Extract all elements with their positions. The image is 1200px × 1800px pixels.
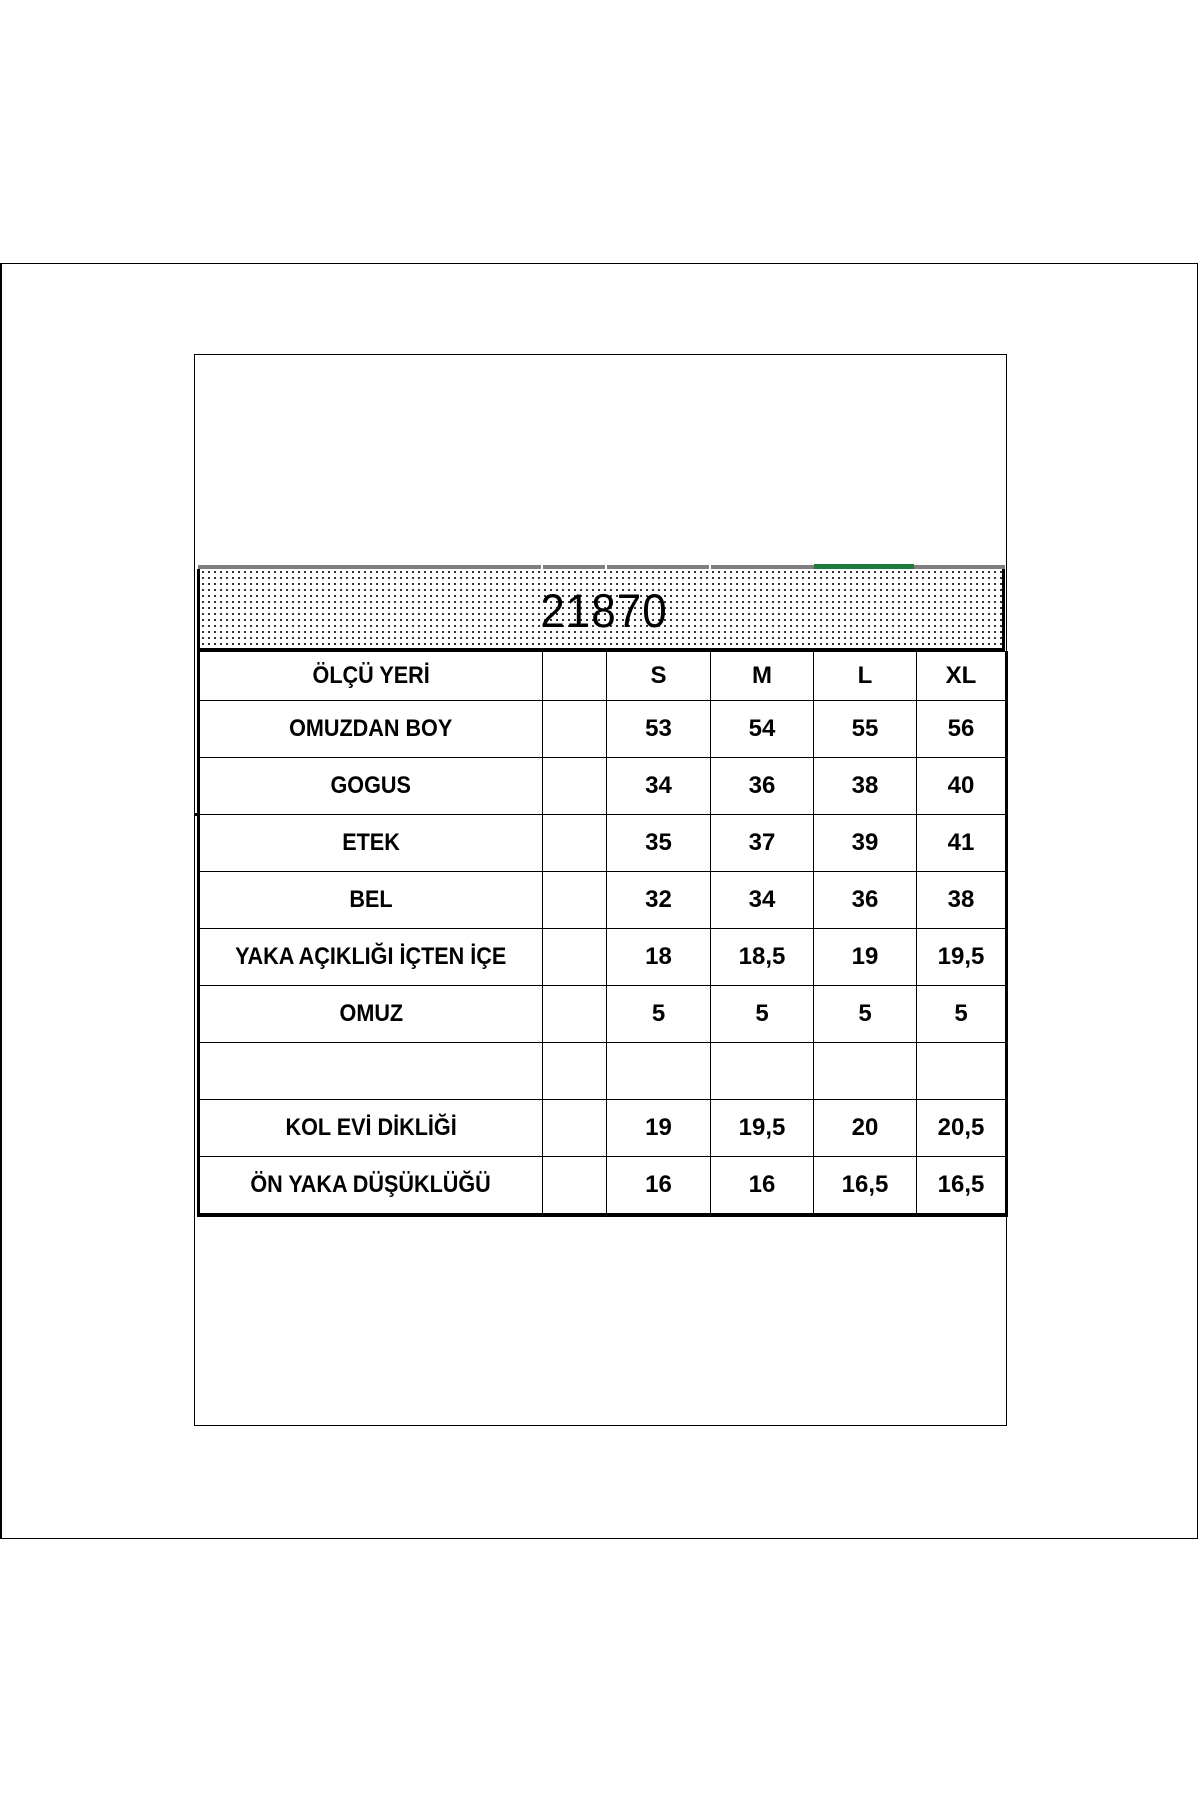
header-size-m: M (711, 652, 814, 701)
table-row (199, 929, 1007, 986)
value-cell: 5 (711, 986, 814, 1043)
blank-cell (543, 872, 607, 929)
table-row (199, 1100, 1007, 1157)
value-cell: 41 (917, 815, 1007, 872)
value-cell: 5 (917, 986, 1007, 1043)
value-cell: 20,5 (917, 1100, 1007, 1157)
table-header-row (199, 652, 1007, 701)
value-cell: 54 (711, 701, 814, 758)
value-cell: 5 (814, 986, 917, 1043)
value-cell: 16 (607, 1157, 711, 1216)
value-cell: 40 (917, 758, 1007, 815)
value-cell: 20 (814, 1100, 917, 1157)
header-size-xl: XL (917, 652, 1007, 701)
value-cell: 55 (814, 701, 917, 758)
row-label: GOGUS (199, 758, 543, 815)
row-label: KOL EVİ DİKLİĞİ (199, 1100, 543, 1157)
value-cell (711, 1043, 814, 1100)
value-cell: 19 (814, 929, 917, 986)
table-row (199, 1043, 1007, 1100)
value-cell (814, 1043, 917, 1100)
model-code-header (197, 569, 1005, 651)
value-cell: 38 (814, 758, 917, 815)
header-size-s: S (607, 652, 711, 701)
row-label: ÖN YAKA DÜŞÜKLÜĞÜ (199, 1157, 543, 1216)
value-cell: 34 (607, 758, 711, 815)
value-cell: 16 (711, 1157, 814, 1216)
value-cell: 53 (607, 701, 711, 758)
row-label (199, 1043, 543, 1100)
row-label: YAKA AÇIKLIĞI İÇTEN İÇE (199, 929, 543, 986)
value-cell: 38 (917, 872, 1007, 929)
row-label: ETEK (199, 815, 543, 872)
value-cell: 35 (607, 815, 711, 872)
value-cell: 16,5 (814, 1157, 917, 1216)
value-cell: 16,5 (917, 1157, 1007, 1216)
header-size-l: L (814, 652, 917, 701)
header-measurement-point: ÖLÇÜ YERİ (199, 652, 543, 701)
row-label: OMUZ (199, 986, 543, 1043)
table-row (199, 872, 1007, 929)
value-cell: 18,5 (711, 929, 814, 986)
blank-cell (543, 1043, 607, 1100)
value-cell: 34 (711, 872, 814, 929)
blank-cell (543, 1100, 607, 1157)
value-cell: 32 (607, 872, 711, 929)
value-cell: 19,5 (917, 929, 1007, 986)
blank-cell (543, 701, 607, 758)
blank-cell (543, 815, 607, 872)
blank-cell (543, 1157, 607, 1216)
size-chart-table (197, 651, 1008, 1217)
table-row (199, 1157, 1007, 1216)
value-cell: 37 (711, 815, 814, 872)
table-row (199, 986, 1007, 1043)
table-row (199, 701, 1007, 758)
row-label: OMUZDAN BOY (199, 701, 543, 758)
table-row (199, 815, 1007, 872)
header-blank (543, 652, 607, 701)
value-cell: 5 (607, 986, 711, 1043)
value-cell: 56 (917, 701, 1007, 758)
value-cell: 36 (814, 872, 917, 929)
table-row (199, 758, 1007, 815)
blank-cell (543, 758, 607, 815)
blank-cell (543, 929, 607, 986)
value-cell: 19,5 (711, 1100, 814, 1157)
value-cell: 18 (607, 929, 711, 986)
row-label: BEL (199, 872, 543, 929)
model-code: 21870 (540, 584, 668, 638)
value-cell: 36 (711, 758, 814, 815)
blank-cell (543, 986, 607, 1043)
value-cell: 19 (607, 1100, 711, 1157)
value-cell (607, 1043, 711, 1100)
value-cell (917, 1043, 1007, 1100)
value-cell: 39 (814, 815, 917, 872)
